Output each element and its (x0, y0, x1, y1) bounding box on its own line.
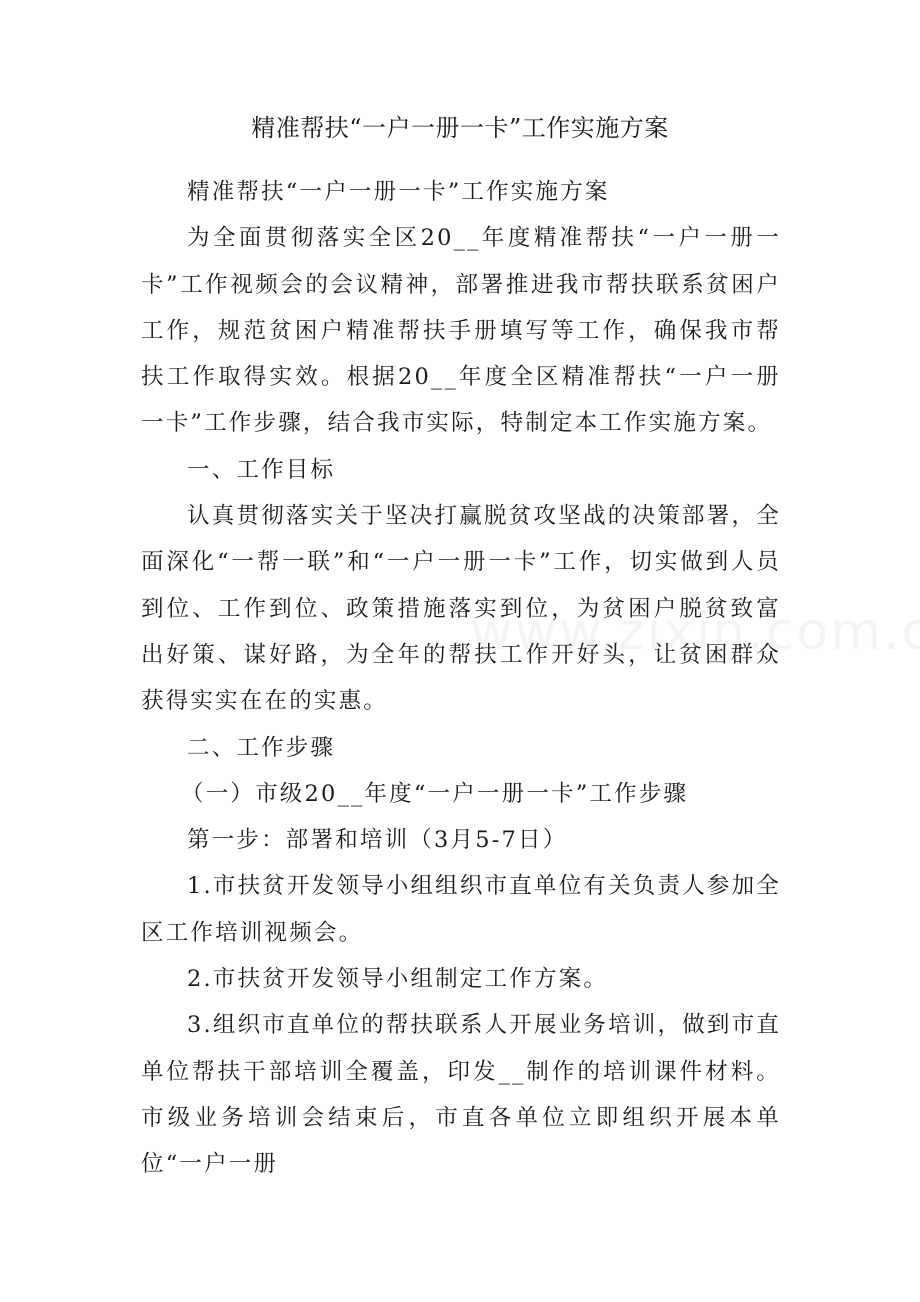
list-item-2: 2.市扶贫开发领导小组制定工作方案。 (187, 966, 609, 993)
paragraph-intro: 为全面贯彻落实全区20__年度精准帮扶“一户一册一卡”工作视频会的会议精神，部署推进我市帮扶联系贫困户工作，规范贫困户精准帮扶手册填写等工作，确保我市帮扶工作取得实效。根据20__年度全区精准帮扶“一户一册一卡”工作步骤，结合我市实际，特制定本工作实施方案。 (141, 225, 781, 437)
document-title: 精准帮扶“一户一册一卡”工作实施方案 (251, 114, 669, 142)
document-body (141, 169, 781, 1188)
section-heading-steps: 二、工作步骤 (187, 734, 336, 761)
list-item-3: 3.组织市直单位的帮扶联系人开展业务培训，做到市直单位帮扶干部培训全覆盖，印发__制作的培训课件材料。市级业务培训会结束后，市直各单位立即组织开展本单位“一户一册 (141, 1012, 781, 1178)
list-item-1: 1.市扶贫开发领导小组组织市直单位有关负责人参加全区工作培训视频会。 (141, 873, 781, 946)
paragraph-goals: 认真贯彻落实关于坚决打赢脱贫攻坚战的决策部署，全面深化“一帮一联”和“一户一册一卡”工作，切实做到人员到位、工作到位、政策措施落实到位，为贫困户脱贫致富出好策、谋好路，为全年的帮扶工作开好头，让贫困群众获得实实在在的实惠。 (141, 503, 781, 715)
paragraph-subtitle: 精准帮扶“一户一册一卡”工作实施方案 (187, 179, 610, 205)
section-heading-goals: 一、工作目标 (187, 456, 336, 483)
subsection-heading-city-steps: （一）市级20__年度“一户一册一卡”工作步骤 (181, 780, 689, 807)
step-one-heading: 第一步：部署和培训（3月5-7日） (187, 827, 568, 854)
